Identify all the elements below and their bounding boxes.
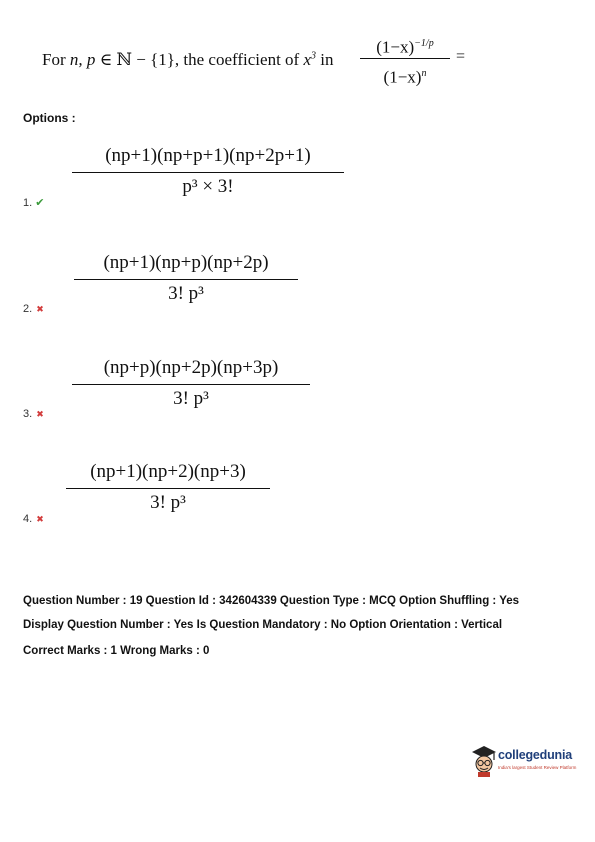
- cross-icon: ✖: [36, 514, 44, 524]
- meta-line-1: Question Number : 19 Question Id : 342604339 Question Type : MCQ Option Shuffling : Yes: [23, 595, 520, 607]
- question-set: ∈ ℕ − {1}: [95, 50, 175, 69]
- fraction-bar: [360, 58, 450, 59]
- brand-tagline: India's largest Student Review Platform: [498, 765, 577, 770]
- cross-icon: ✖: [36, 304, 44, 314]
- option-2-denominator: 3! p³: [168, 283, 204, 304]
- brand-name: collegedunia: [498, 748, 573, 762]
- option-2-numerator: (np+1)(np+p)(np+2p): [103, 252, 269, 273]
- question-vars: n, p: [69, 50, 96, 69]
- question-frac-num-power: −1/p: [414, 38, 434, 49]
- question-mid: , the coefficient of: [174, 50, 304, 69]
- option-2-number: 2.: [23, 303, 33, 315]
- option-1-number: 1.: [23, 197, 33, 209]
- question-lead: For: [42, 50, 70, 69]
- question-frac-denominator: [360, 62, 450, 86]
- option-3-expression: [72, 355, 310, 411]
- fraction-bar: [72, 172, 344, 173]
- option-4-numerator: (np+1)(np+2)(np+3): [90, 461, 246, 482]
- option-2-expression: [74, 250, 298, 306]
- question-statement: [42, 30, 562, 100]
- fraction-bar: [72, 384, 310, 385]
- option-3-denominator: 3! p³: [173, 388, 209, 409]
- option-3-numerator: (np+p)(np+2p)(np+3p): [103, 357, 279, 378]
- option-4-number: 4.: [23, 513, 33, 525]
- option-4-denominator: 3! p³: [150, 492, 186, 513]
- graduate-mascot-icon: [470, 744, 498, 778]
- option-1-expression: [72, 143, 344, 199]
- question-frac-numerator: [360, 32, 450, 56]
- option-1-numerator: (np+1)(np+p+1)(np+2p+1): [105, 145, 311, 166]
- meta-line-2: Display Question Number : Yes Is Question Mandatory : No Option Orientation : Vertical: [23, 619, 503, 631]
- question-xvar: x: [303, 50, 311, 69]
- option-1-label[interactable]: [23, 196, 44, 209]
- question-frac-den-power: n: [421, 68, 427, 79]
- question-xpow: 3: [311, 50, 316, 62]
- option-3-label[interactable]: [23, 408, 44, 420]
- option-2-label[interactable]: [23, 303, 44, 315]
- options-heading: Options :: [23, 111, 76, 125]
- meta-line-3: Correct Marks : 1 Wrong Marks : 0: [23, 645, 210, 657]
- fraction-bar: [66, 488, 270, 489]
- question-in: in: [316, 50, 334, 69]
- question-fraction: [360, 32, 450, 86]
- cross-icon: ✖: [36, 409, 44, 419]
- question-text: [42, 50, 333, 70]
- question-frac-den-base: (1−x): [383, 67, 422, 87]
- check-icon: ✔: [35, 197, 45, 209]
- question-frac-num-base: (1−x): [376, 37, 415, 57]
- fraction-bar: [74, 279, 298, 280]
- option-4-expression: [66, 459, 270, 515]
- option-4-label[interactable]: [23, 513, 44, 525]
- equals-sign: =: [456, 48, 466, 65]
- option-1-denominator: p³ × 3!: [182, 176, 234, 197]
- collegedunia-logo: [470, 744, 585, 780]
- option-3-number: 3.: [23, 408, 33, 420]
